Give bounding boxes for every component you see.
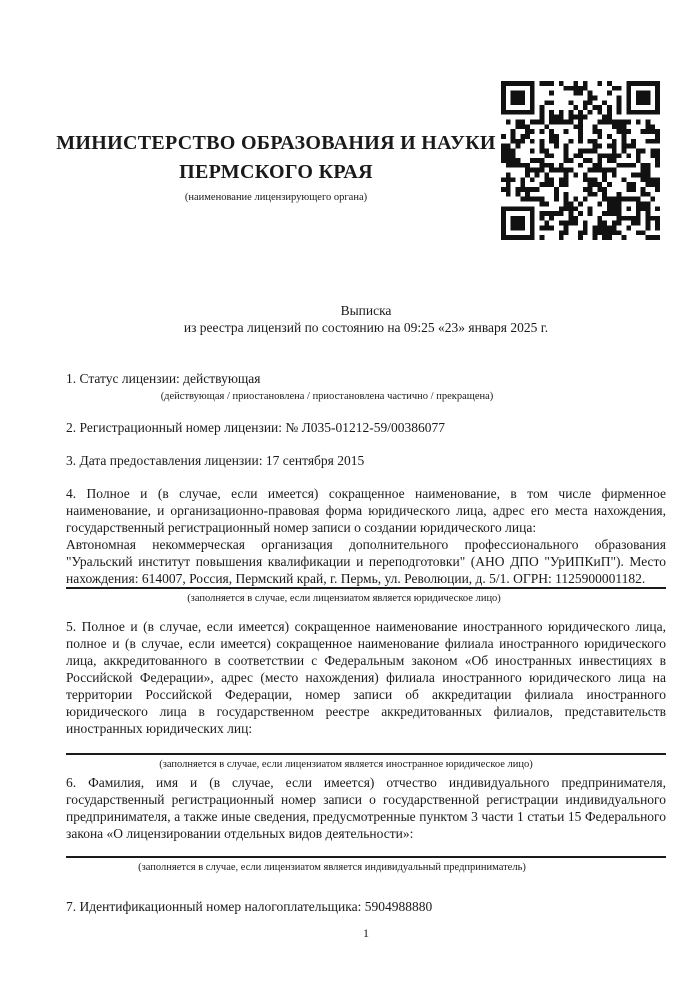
ministry-name-line1: МИНИСТЕРСТВО ОБРАЗОВАНИЯ И НАУКИ <box>56 132 496 154</box>
item-individual-entrepreneur <box>66 774 666 874</box>
fill-line <box>66 856 666 858</box>
item-foreign-entity-label: 5. Полное и (в случае, если имеется) сокращенное наименование иностранного юридического лица, полное и (в случае, если имеется) сокращенное наименование филиала иностранного юридического лица, аккредитованного в соответствии с Федеральным законом «Об иностранных инвестициях в Российской Федерации», адрес (место нахождения) филиала иностранного юридического лица на территории Российской Федерации, номер записи об аккредитации филиала иностранного юридического лица в государственном реестре аккредитованных филиалов, представительств иностранных юридических лиц: <box>66 619 666 736</box>
item-taxpayer-number-text: 7. Идентификационный номер налогоплательщика: 5904988880 <box>66 899 433 914</box>
item-license-status <box>66 370 666 403</box>
ministry-header <box>44 129 508 204</box>
fill-line <box>66 587 666 589</box>
item-license-date <box>66 452 666 469</box>
item-foreign-entity-caption: (заполняется в случае, если лицензиатом является иностранное юридическое лицо) <box>159 759 533 770</box>
item-license-status-caption: (действующая / приостановлена / приостановлена частично / прекращена) <box>160 391 494 402</box>
item-foreign-entity <box>66 618 666 771</box>
ministry-name-line2: ПЕРМСКОГО КРАЯ <box>179 161 373 183</box>
item-legal-entity-value: Автономная некоммерческая организация дополнительного профессионального образования "Уральский институт повышения квалификации и переподготовки" (АНО ДПО "УрИПКиП"). Место нахождения: 614007, Россия, Пермский край, г. Пермь, ул. Революции, д. 5/1. ОГРН: 1125900001182. <box>66 537 666 586</box>
item-registration-number <box>66 419 666 436</box>
item-legal-entity-label: 4. Полное и (в случае, если имеется) сокращенное наименование, в том числе фирменное наименование, и организационно-правовая форма юридического лица, адрес его места нахождения, государственный регистрационный номер записи о создании юридического лица: <box>66 486 666 535</box>
document-title-line2: из реестра лицензий по состоянию на 09:25 «23» января 2025 г. <box>183 320 549 335</box>
item-license-status-text: 1. Статус лицензии: действующая <box>66 371 261 386</box>
item-taxpayer-number <box>66 898 666 915</box>
item-individual-entrepreneur-caption: (заполняется в случае, если лицензиатом является индивидуальный предприниматель) <box>138 862 526 873</box>
document-title-line1: Выписка <box>340 303 392 318</box>
item-registration-number-text: 2. Регистрационный номер лицензии: № Л035-01212-59/00386077 <box>66 420 446 435</box>
item-license-date-text: 3. Дата предоставления лицензии: 17 сентября 2015 <box>66 453 365 468</box>
item-legal-entity-caption: (заполняется в случае, если лицензиатом является юридическое лицо) <box>187 593 501 604</box>
qr-code-icon <box>501 81 660 240</box>
ministry-caption: (наименование лицензирующего органа) <box>184 192 368 203</box>
page-number: 1 <box>363 926 369 940</box>
document-title <box>66 302 666 336</box>
fill-line <box>66 753 666 755</box>
item-individual-entrepreneur-label: 6. Фамилия, имя и (в случае, если имеется) отчество индивидуального предпринимателя, государственный регистрационный номер записи о государственной регистрации индивидуального предпринимателя, а также иные сведения, предусмотренные пунктом 3 части 1 статьи 15 Федерального закона «О лицензировании отдельных видов деятельности»: <box>66 775 666 841</box>
item-legal-entity <box>66 485 666 605</box>
